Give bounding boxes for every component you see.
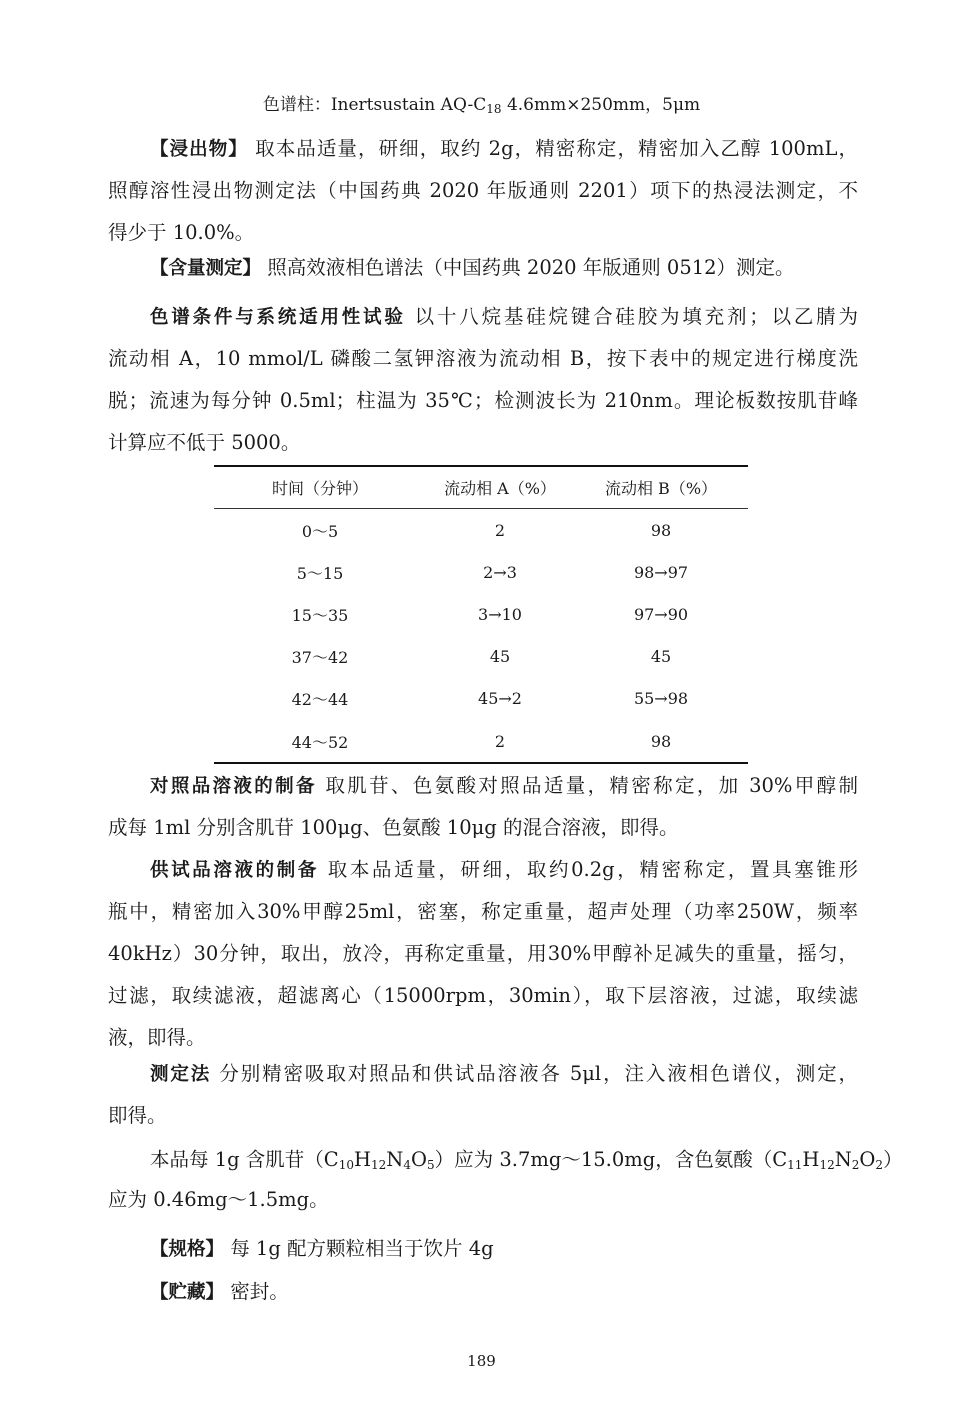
table-cell: 55→98 xyxy=(633,689,689,709)
assay-text: 照高效液相色谱法（中国药典 2020 年版通则 0512）测定。 xyxy=(261,256,795,279)
page-number: 189 xyxy=(467,1352,496,1370)
header-mobile-a: 流动相 A（%） xyxy=(426,466,574,509)
sample-text-2: 瓶中，精密加入30%甲醇25ml，密塞，称定重量，超声处理（功率250W，频率 xyxy=(108,900,858,923)
table-row xyxy=(214,593,748,635)
limits-text: H xyxy=(354,1148,372,1171)
storage-heading: 【贮藏】 xyxy=(150,1282,225,1303)
table-cell: 45→2 xyxy=(478,689,522,709)
table-row xyxy=(214,720,748,763)
storage-text: 密封。 xyxy=(224,1280,289,1303)
subscript: 11 xyxy=(787,1158,803,1172)
method-text-2: 即得。 xyxy=(108,1104,167,1127)
table-cell: 2 xyxy=(494,731,506,751)
table-cell: 45 xyxy=(650,647,672,667)
extract-text-2: 照醇溶性浸出物测定法（中国药典 2020 年版通则 2201）项下的热浸法测定，不 xyxy=(108,179,858,202)
table-cell: 37～42 xyxy=(291,648,349,668)
method-line-2 xyxy=(108,1104,858,1128)
sample-line-3 xyxy=(108,942,858,966)
table-row xyxy=(214,551,748,593)
conditions-text-1: 以十八烷基硅烷键合硅胶为填充剂；以乙腈为 xyxy=(405,305,858,328)
reference-line-2 xyxy=(108,816,858,840)
extract-line-2 xyxy=(108,179,858,203)
conditions-heading: 色谱条件与系统适用性试验 xyxy=(150,307,406,328)
header-time: 时间（分钟） xyxy=(214,466,426,509)
table-cell: 5～15 xyxy=(296,563,344,583)
method-line-1 xyxy=(150,1062,858,1087)
extract-heading: 【浸出物】 xyxy=(150,139,248,160)
header-mobile-b: 流动相 B（%） xyxy=(574,466,748,509)
limits-text-2: 应为 0.46mg～1.5mg。 xyxy=(108,1188,329,1211)
extract-text-1: 取本品适量，研细，取约 2g，精密称定，精密加入乙醇 100mL， xyxy=(247,137,858,160)
extract-text-3: 得少于 10.0%。 xyxy=(108,221,255,244)
conditions-text-3: 脱；流速为每分钟 0.5ml；柱温为 35℃；检测波长为 210nm。理论板数按肌苷峰 xyxy=(108,389,858,412)
assay-heading: 【含量测定】 xyxy=(150,258,262,279)
sample-heading: 供试品溶液的制备 xyxy=(150,860,319,881)
spec-line xyxy=(150,1237,858,1262)
column-spec-subscript: 18 xyxy=(486,102,502,116)
column-spec-dimensions: 4.6mm×250mm，5μm xyxy=(501,95,701,115)
sample-line-5 xyxy=(108,1026,858,1050)
subscript: 10 xyxy=(338,1158,354,1172)
sample-line-4 xyxy=(108,984,858,1008)
limits-text: ） xyxy=(883,1148,903,1171)
subscript: 4 xyxy=(403,1158,411,1172)
assay-line xyxy=(150,256,858,281)
method-text-1: 分别精密吸取对照品和供试品溶液各 5μl，注入液相色谱仪，测定， xyxy=(211,1062,858,1085)
gradient-table xyxy=(214,465,748,764)
table-cell: 98→97 xyxy=(633,562,689,582)
column-spec-text: 色谱柱：Inertsustain AQ-C xyxy=(262,95,487,115)
table-cell: 45 xyxy=(489,647,511,667)
table-header-row xyxy=(214,466,748,509)
conditions-line-3 xyxy=(108,389,858,413)
subscript: 5 xyxy=(427,1158,435,1172)
spec-heading: 【规格】 xyxy=(150,1239,225,1260)
table-row xyxy=(214,678,748,720)
storage-line xyxy=(150,1280,858,1305)
limits-text: H xyxy=(802,1148,820,1171)
method-heading: 测定法 xyxy=(150,1064,212,1085)
limits-text: 本品每 1g 含肌苷（C xyxy=(150,1148,339,1171)
conditions-text-2: 流动相 A，10 mmol/L 磷酸二氢钾溶液为流动相 B，按下表中的规定进行梯度洗 xyxy=(108,347,858,370)
table-cell: 44～52 xyxy=(291,732,349,752)
subscript: 2 xyxy=(875,1158,884,1172)
limits-text: O xyxy=(411,1148,427,1171)
table-cell: 3→10 xyxy=(478,604,522,624)
conditions-line-1 xyxy=(150,305,858,330)
sample-line-2 xyxy=(108,900,858,924)
reference-text-1: 取肌苷、色氨酸对照品适量，精密称定，加 30%甲醇制 xyxy=(316,774,858,797)
sample-text-4: 过滤，取续滤液，超滤离心（15000rpm，30min），取下层溶液，过滤，取续滤 xyxy=(108,984,858,1007)
table-cell: 0～5 xyxy=(301,521,339,541)
extract-line-1 xyxy=(150,137,858,162)
limits-text: O xyxy=(859,1148,876,1171)
subscript: 2 xyxy=(851,1158,860,1172)
limits-line-2 xyxy=(108,1188,858,1212)
reference-line-1 xyxy=(150,774,858,799)
sample-text-3: 40kHz）30分钟，取出，放冷，再称定重量，用30%甲醇补足减失的重量，摇匀， xyxy=(108,942,858,965)
table-cell: 2 xyxy=(494,520,506,540)
limits-text: N xyxy=(386,1148,404,1171)
table-cell: 98 xyxy=(650,520,672,540)
table-cell: 42～44 xyxy=(291,690,349,710)
table-cell: 15～35 xyxy=(291,605,349,625)
sample-line-1 xyxy=(150,858,858,883)
table-cell: 97→90 xyxy=(633,604,689,624)
subscript: 12 xyxy=(371,1158,387,1172)
table-row xyxy=(214,509,748,552)
subscript: 12 xyxy=(819,1158,835,1172)
sample-text-1: 取本品适量，研细，取约0.2g，精密称定，置具塞锥形 xyxy=(318,858,858,881)
sample-text-5: 液，即得。 xyxy=(108,1026,206,1049)
limits-text: N xyxy=(834,1148,852,1171)
extract-line-3 xyxy=(108,221,858,245)
spec-text: 每 1g 配方颗粒相当于饮片 4g xyxy=(224,1237,494,1260)
conditions-line-4 xyxy=(108,431,858,455)
limits-text: ）应为 3.7mg～15.0mg，含色氨酸（C xyxy=(434,1148,788,1171)
table-cell: 2→3 xyxy=(483,562,517,582)
conditions-text-4: 计算应不低于 5000。 xyxy=(108,431,301,454)
table-row xyxy=(214,636,748,678)
column-spec xyxy=(0,93,963,117)
conditions-line-2 xyxy=(108,347,858,371)
limits-line-1 xyxy=(150,1148,903,1172)
reference-heading: 对照品溶液的制备 xyxy=(150,776,317,797)
reference-text-2: 成每 1ml 分别含肌苷 100μg、色氨酸 10μg 的混合溶液，即得。 xyxy=(108,816,679,839)
table-cell: 98 xyxy=(650,731,672,751)
